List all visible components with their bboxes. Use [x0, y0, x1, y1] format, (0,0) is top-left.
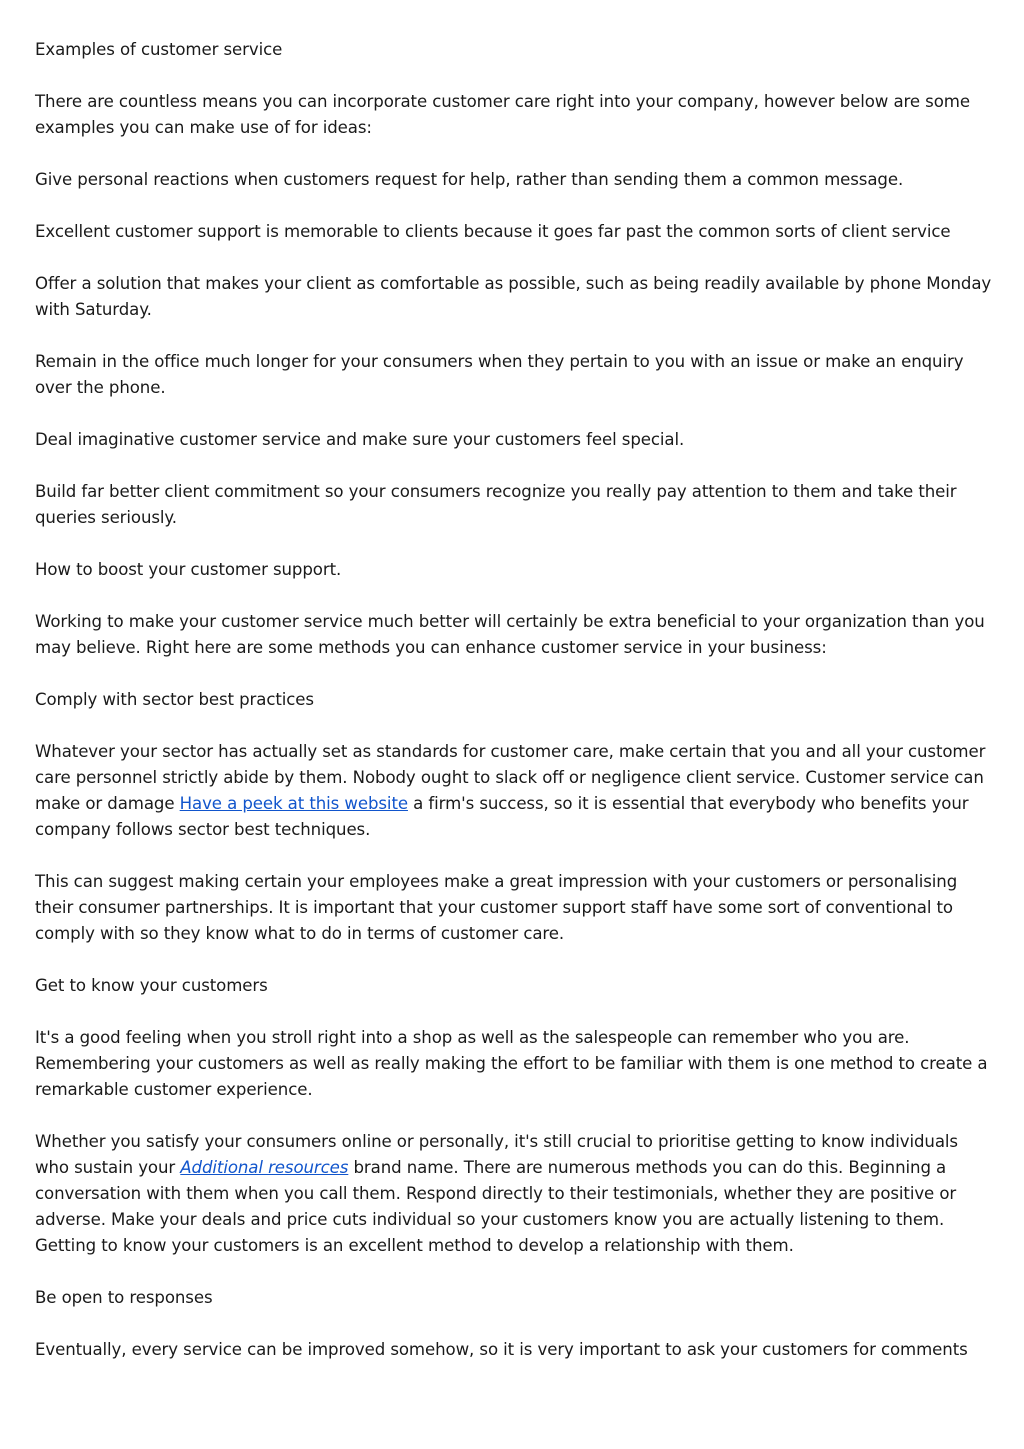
paragraph-example-6: Build far better client commitment so your consumers recognize you really pay attention to them and take their queries seriously. — [35, 482, 957, 527]
text-before-link: Whether you satisfy your consumers online or personally, it's still crucial to prioritise getting to know individuals who sustain your — [35, 1132, 958, 1177]
paragraph-impression: This can suggest making certain your employees make a great impression with your customers or personalising their consumer partnerships. It is important that your customer support staff have some sort of conventional to comply with so they know what to do in terms of customer care. — [35, 872, 958, 943]
paragraph-example-1: Give personal reactions when customers request for help, rather than sending them a common message. — [35, 170, 904, 189]
text-after-link: a firm's success, so it is essential that everybody who benefits your company follows sector best techniques. — [35, 794, 969, 839]
paragraph-intro: There are countless means you can incorporate customer care right into your company, however below are some examples you can make use of for ideas: — [35, 92, 970, 137]
text-before-link: Whatever your sector has actually set as standards for customer care, make certain that you and all your customer care personnel strictly abide by them. Nobody ought to slack off or negligence client service. Customer service can make or damage — [35, 742, 986, 813]
paragraph-example-4: Remain in the office much longer for your consumers when they pertain to you with an issue or make an enquiry over the phone. — [35, 352, 964, 397]
heading-best-practices: Comply with sector best practices — [35, 690, 314, 709]
paragraph-online — [35, 1129, 995, 1259]
paragraph-improved: Eventually, every service can be improved somehow, so it is very important to ask your customers for comments — [35, 1340, 968, 1359]
paragraph-example-3: Offer a solution that makes your client as comfortable as possible, such as being readily available by phone Monday with Saturday. — [35, 274, 992, 319]
heading-know-customers: Get to know your customers — [35, 976, 268, 995]
heading-boost: How to boost your customer support. — [35, 560, 342, 579]
heading-responses: Be open to responses — [35, 1288, 213, 1307]
heading-examples: Examples of customer service — [35, 40, 283, 59]
have-a-peek-link[interactable]: Have a peek at this website — [179, 794, 408, 813]
additional-resources-link[interactable]: Additional resources — [180, 1158, 349, 1177]
paragraph-best-practices — [35, 739, 995, 843]
paragraph-shop: It's a good feeling when you stroll right into a shop as well as the salespeople can remember who you are. Remembering your customers as well as really making the effort to be familiar with them is one method to create a remarkable customer experience. — [35, 1028, 988, 1099]
paragraph-example-5: Deal imaginative customer service and make sure your customers feel special. — [35, 430, 685, 449]
text-after-link: brand name. There are numerous methods you can do this. Beginning a conversation with them when you call them. Respond directly to their testimonials, whether they are positive or adverse. Make your deals and price cuts individual so your customers know you are actually listening to them. Getting to know your customers is an excellent method to develop a relationship with them. — [35, 1158, 957, 1255]
paragraph-boost: Working to make your customer service much better will certainly be extra beneficial to your organization than you may believe. Right here are some methods you can enhance customer service in your business: — [35, 612, 985, 657]
paragraph-example-2: Excellent customer support is memorable to clients because it goes far past the common sorts of client service — [35, 222, 951, 241]
document-body — [35, 37, 995, 1389]
